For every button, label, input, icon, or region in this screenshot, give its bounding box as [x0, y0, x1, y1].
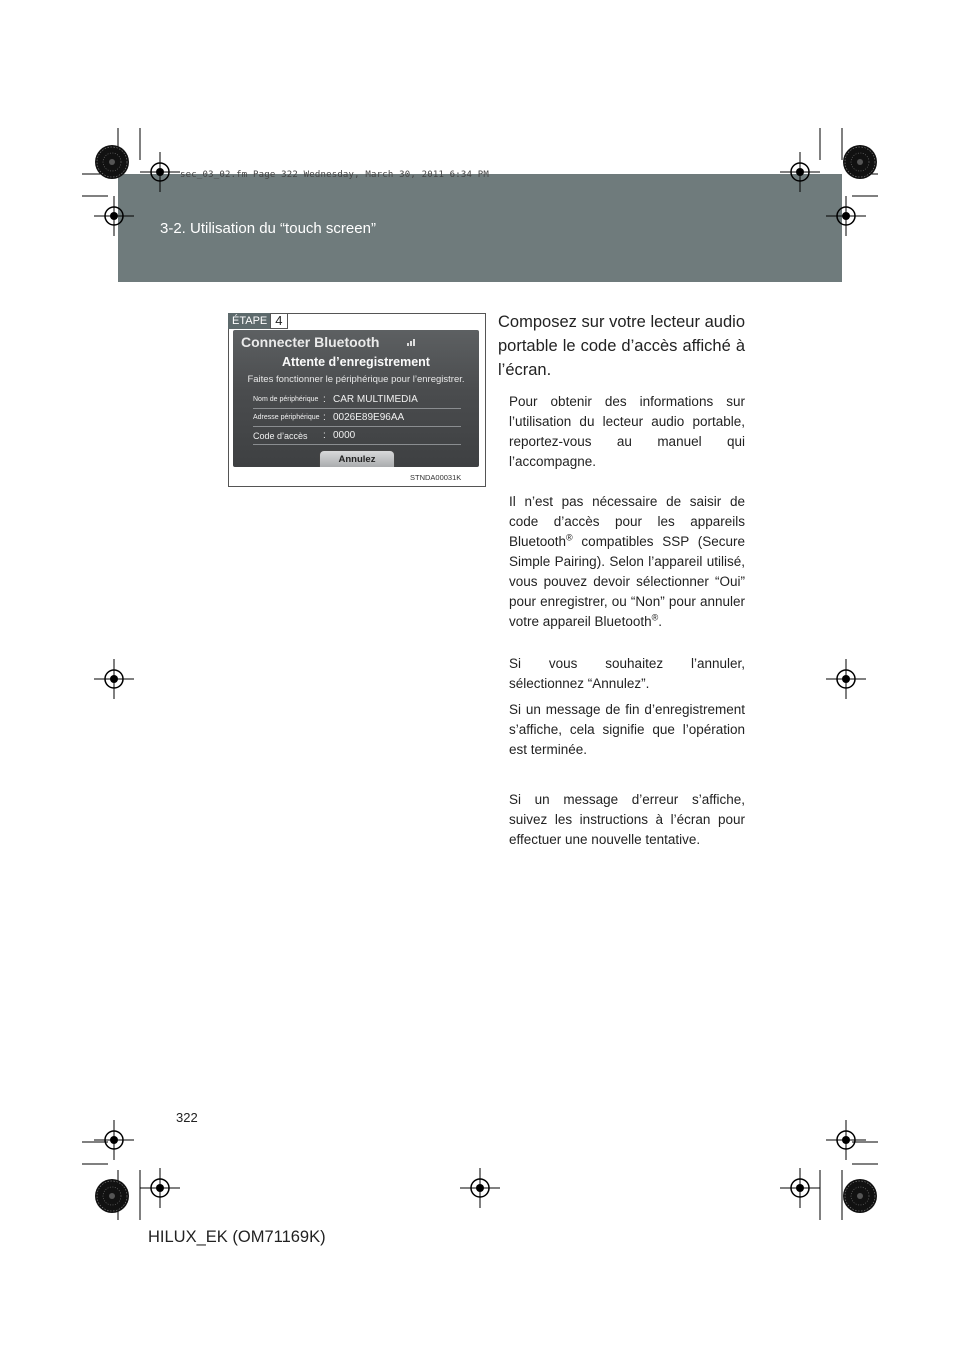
row-separator: : [323, 394, 326, 405]
page-number: 322 [176, 1110, 198, 1125]
step-label [228, 313, 288, 329]
screen-instruction: Faites fonctionner le périphérique pour l’enregistrer. [247, 374, 465, 385]
print-stamp: sec_03_02.fm Page 322 Wednesday, March 30, 2011 6:34 PM [180, 170, 490, 180]
section-title: 3-2. Utilisation du “touch screen” [160, 220, 376, 237]
note-2-text-c: . [658, 614, 662, 629]
note-5: Si un message d’erreur s’affiche, suivez les instructions à l’écran pour effectuer une nouvelle tentative. [509, 792, 745, 847]
device-name-value: CAR MULTIMEDIA [333, 394, 418, 405]
document-code: HILUX_EK (OM71169K) [148, 1228, 326, 1246]
note-2 [509, 492, 745, 632]
figure-code: STNDA00031K [410, 473, 462, 482]
device-address-value: 0026E89E96AA [333, 412, 405, 423]
row-separator: : [323, 430, 326, 441]
note-4: Si un message de fin d’enregistrement s’affiche, cela signifie que l’opération est terminée. [509, 702, 745, 757]
registered-mark: ® [651, 612, 659, 623]
device-name-row [253, 391, 461, 409]
device-name-label: Nom de périphérique [253, 396, 319, 403]
cancel-button[interactable]: Annulez [319, 450, 395, 467]
row-separator: : [323, 412, 326, 423]
screen-heading: Attente d’enregistrement [282, 355, 430, 369]
step-number: 4 [270, 313, 287, 329]
passkey-label: Code d’accès [253, 430, 308, 441]
step-word: ÉTAPE [228, 313, 270, 329]
device-address-row [253, 409, 461, 427]
lead-paragraph: Composez sur votre lecteur audio portable le code d’accès affiché à l’écran. [498, 313, 745, 379]
passkey-value: 0000 [333, 430, 356, 441]
registered-mark: ® [566, 532, 573, 543]
note-3: Si vous souhaitez l’annuler, sélectionnez “Annulez”. [509, 656, 745, 691]
passkey-row [253, 427, 461, 445]
note-1: Pour obtenir des informations sur l’utilisation du lecteur audio portable, reportez-vous au manuel qui l’accompagne. [509, 394, 745, 469]
screen-title: Connecter Bluetooth [241, 334, 380, 350]
note-2-text-b: compatibles SSP (Secure Simple Pairing). Selon l’appareil utilisé, vous pouvez devoir sélectionner “Oui” pour enregistrer, ou “Non” pour annuler votre appareil Bluetooth [509, 534, 745, 629]
device-address-label: Adresse périphérique [253, 414, 320, 421]
bluetooth-screen [233, 330, 479, 467]
note-2-text-a: Il n’est pas nécessaire de saisir de code d’accès pour les appareils Bluetooth [509, 494, 745, 549]
bluetooth-signal-icon [407, 338, 417, 346]
